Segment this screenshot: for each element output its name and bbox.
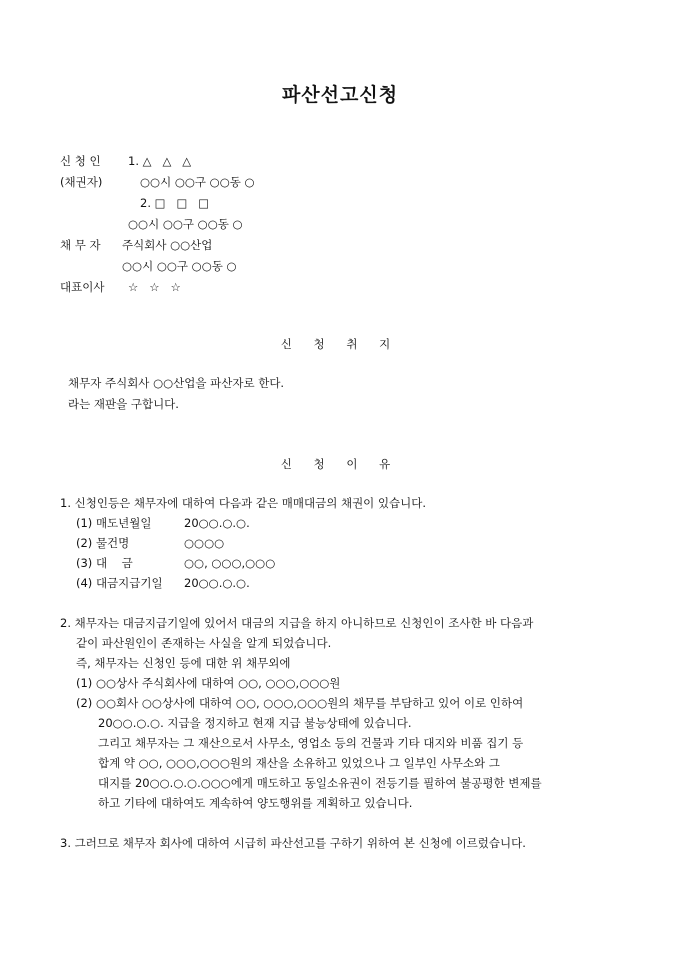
- reason-2-line-2: 같이 파산원인이 존재하는 사실을 알게 되었습니다.: [76, 636, 332, 650]
- reason-1-row-value: 20○○.○.○.: [184, 516, 250, 530]
- reason-2-sub-2-line-5: 대지를 20○○.○.○.○○○에게 매도하고 동일소유권이 전등기를 필하여 불공평한 변제를: [98, 776, 542, 790]
- reason-1-row-value: ○○○○: [184, 536, 225, 550]
- purpose-line-2: 라는 재판을 구합니다.: [68, 397, 179, 411]
- debtor-address: ○○시 ○○구 ○○동 ○: [122, 259, 237, 273]
- applicant-2-address: ○○시 ○○구 ○○동 ○: [128, 217, 243, 231]
- creditor-label: (채권자): [60, 175, 103, 189]
- reason-1-text: 1. 신청인등은 채무자에 대하여 다음과 같은 매매대금의 채권이 있습니다.: [60, 496, 427, 510]
- purpose-line-1: 채무자 주식회사 ○○산업을 파산자로 한다.: [68, 376, 285, 390]
- debtor-label: 채 무 자: [60, 238, 101, 252]
- reason-2-sub-1: (1) ○○상사 주식회사에 대하여 ○○, ○○○,○○○원: [76, 676, 341, 690]
- reason-2-sub-2-line-2: 20○○.○.○. 지급을 정지하고 현재 지급 불능상태에 있습니다.: [98, 716, 412, 730]
- debtor-name: 주식회사 ○○산업: [122, 238, 213, 252]
- reason-1-row-value: 20○○.○.○.: [184, 576, 250, 590]
- applicant-2-name: 2. □ □ □: [140, 196, 210, 210]
- reasons-heading: 신 청 이 유: [280, 457, 400, 471]
- reason-1-row-label: (1) 매도년월일: [76, 516, 152, 530]
- representative-name: ☆ ☆ ☆: [128, 280, 181, 294]
- document-title: 파산선고신청: [281, 84, 399, 106]
- reason-1-row-label: (4) 대금지급기일: [76, 576, 163, 590]
- reason-2-line-1: 2. 채무자는 대금지급기일에 있어서 대금의 지급을 하지 아니하므로 신청인이 조사한 바 다음과: [60, 616, 534, 630]
- representative-label: 대표이사: [60, 280, 105, 294]
- reason-2-sub-2-line-3: 그리고 채무자는 그 재산으로서 사무소, 영업소 등의 건물과 기타 대지와 비품 집기 등: [98, 736, 524, 750]
- reason-3-text: 3. 그러므로 채무자 회사에 대하여 시급히 파산선고를 구하기 위하여 본 신청에 이르렀습니다.: [60, 836, 526, 850]
- applicant-1-address: ○○시 ○○구 ○○동 ○: [140, 175, 255, 189]
- reason-2-sub-2-line-4: 합계 약 ○○, ○○○,○○○원의 재산을 소유하고 있었으나 그 일부인 사무소와 그: [98, 756, 500, 770]
- reason-2-sub-2-line-1: (2) ○○회사 ○○상사에 대하여 ○○, ○○○,○○○원의 채무를 부담하고 있어 이로 인하여: [76, 696, 524, 710]
- reason-2-line-3: 즉, 채무자는 신청인 등에 대한 위 채무외에: [76, 656, 291, 670]
- reason-1-row-label: (3) 대 금: [76, 556, 133, 570]
- reason-1-row-value: ○○, ○○○,○○○: [184, 556, 276, 570]
- reason-2-sub-2-line-6: 하고 기타에 대하여도 계속하여 양도행위를 계획하고 있습니다.: [98, 796, 413, 810]
- purpose-heading: 신 청 취 지: [280, 337, 400, 351]
- applicant-label: 신 청 인: [60, 154, 101, 168]
- applicant-1-name: 1. △ △ △: [128, 154, 192, 168]
- reason-1-row-label: (2) 물건명: [76, 536, 130, 550]
